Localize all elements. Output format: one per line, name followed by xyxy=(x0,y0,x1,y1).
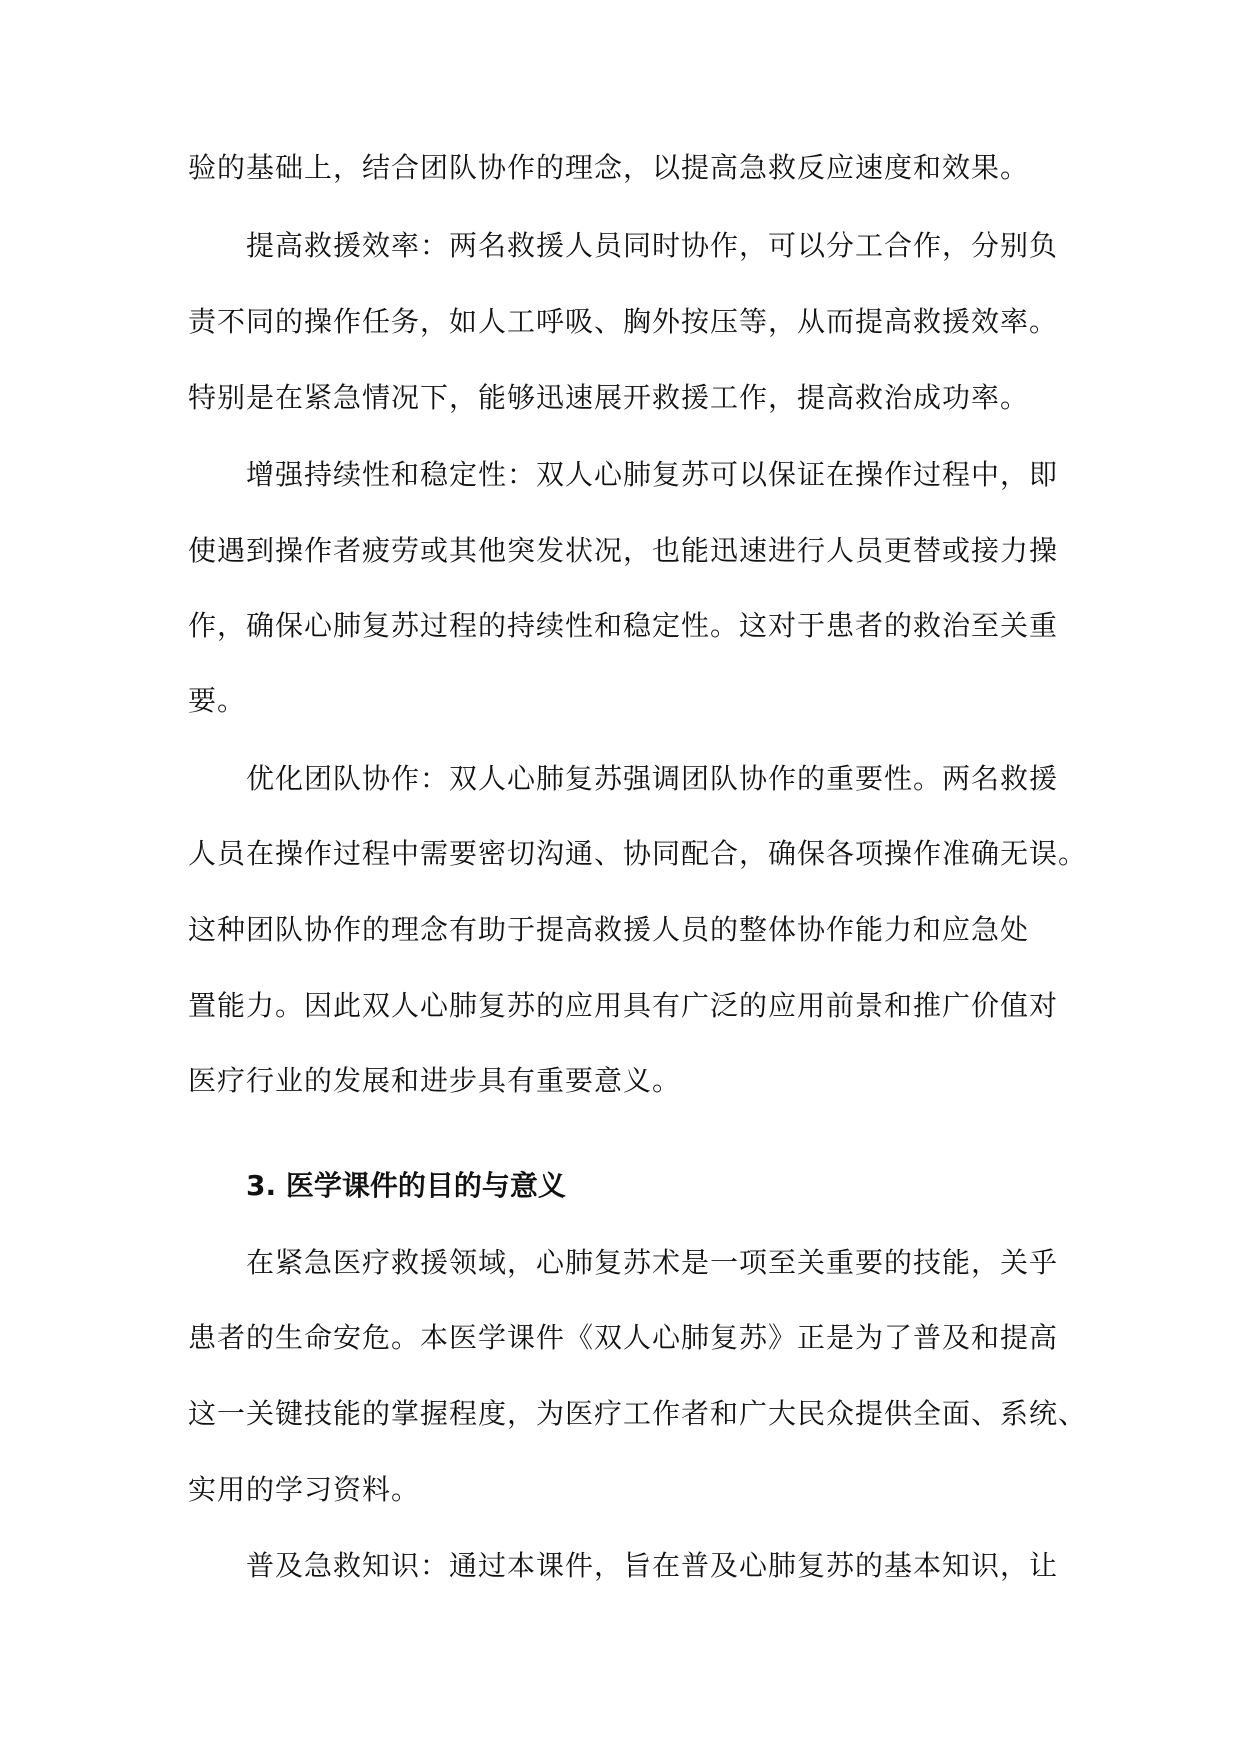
paragraph-line: 患者的生命安危。本医学课件《双人心肺复苏》正是为了普及和提高 xyxy=(188,1321,1059,1354)
paragraph-line: 要。 xyxy=(188,684,247,717)
paragraph-line: 普及急救知识：通过本课件，旨在普及心肺复苏的基本知识，让 xyxy=(246,1549,1059,1582)
section-heading: 3. 医学课件的目的与意义 xyxy=(246,1169,566,1202)
paragraph-line: 人员在操作过程中需要密切沟通、协同配合，确保各项操作准确无误。 xyxy=(188,837,1088,870)
paragraph-line: 在紧急医疗救援领域，心肺复苏术是一项至关重要的技能，关乎 xyxy=(246,1246,1059,1279)
paragraph-line: 提高救援效率：两名救援人员同时协作，可以分工合作，分别负 xyxy=(246,229,1059,262)
paragraph-line: 使遇到操作者疲劳或其他突发状况，也能迅速进行人员更替或接力操 xyxy=(188,534,1059,567)
paragraph-line: 责不同的操作任务，如人工呼吸、胸外按压等，从而提高救援效率。 xyxy=(188,305,1059,338)
paragraph-line: 优化团队协作：双人心肺复苏强调团队协作的重要性。两名救援 xyxy=(246,762,1059,795)
paragraph-line: 特别是在紧急情况下，能够迅速展开救援工作，提高救治成功率。 xyxy=(188,381,1030,414)
paragraph-line: 实用的学习资料。 xyxy=(188,1473,421,1506)
paragraph-line: 置能力。因此双人心肺复苏的应用具有广泛的应用前景和推广价值对 xyxy=(188,989,1059,1022)
paragraph-line: 这一关键技能的掌握程度，为医疗工作者和广大民众提供全面、系统、 xyxy=(188,1397,1088,1430)
paragraph-line: 验的基础上，结合团队协作的理念，以提高急救反应速度和效果。 xyxy=(188,151,1030,184)
paragraph-line: 医疗行业的发展和进步具有重要意义。 xyxy=(188,1064,682,1097)
paragraph-line: 这种团队协作的理念有助于提高救援人员的整体协作能力和应急处 xyxy=(188,913,1030,946)
paragraph-line: 作，确保心肺复苏过程的持续性和稳定性。这对于患者的救治至关重 xyxy=(188,609,1059,642)
paragraph-line: 增强持续性和稳定性：双人心肺复苏可以保证在操作过程中，即 xyxy=(246,458,1059,491)
